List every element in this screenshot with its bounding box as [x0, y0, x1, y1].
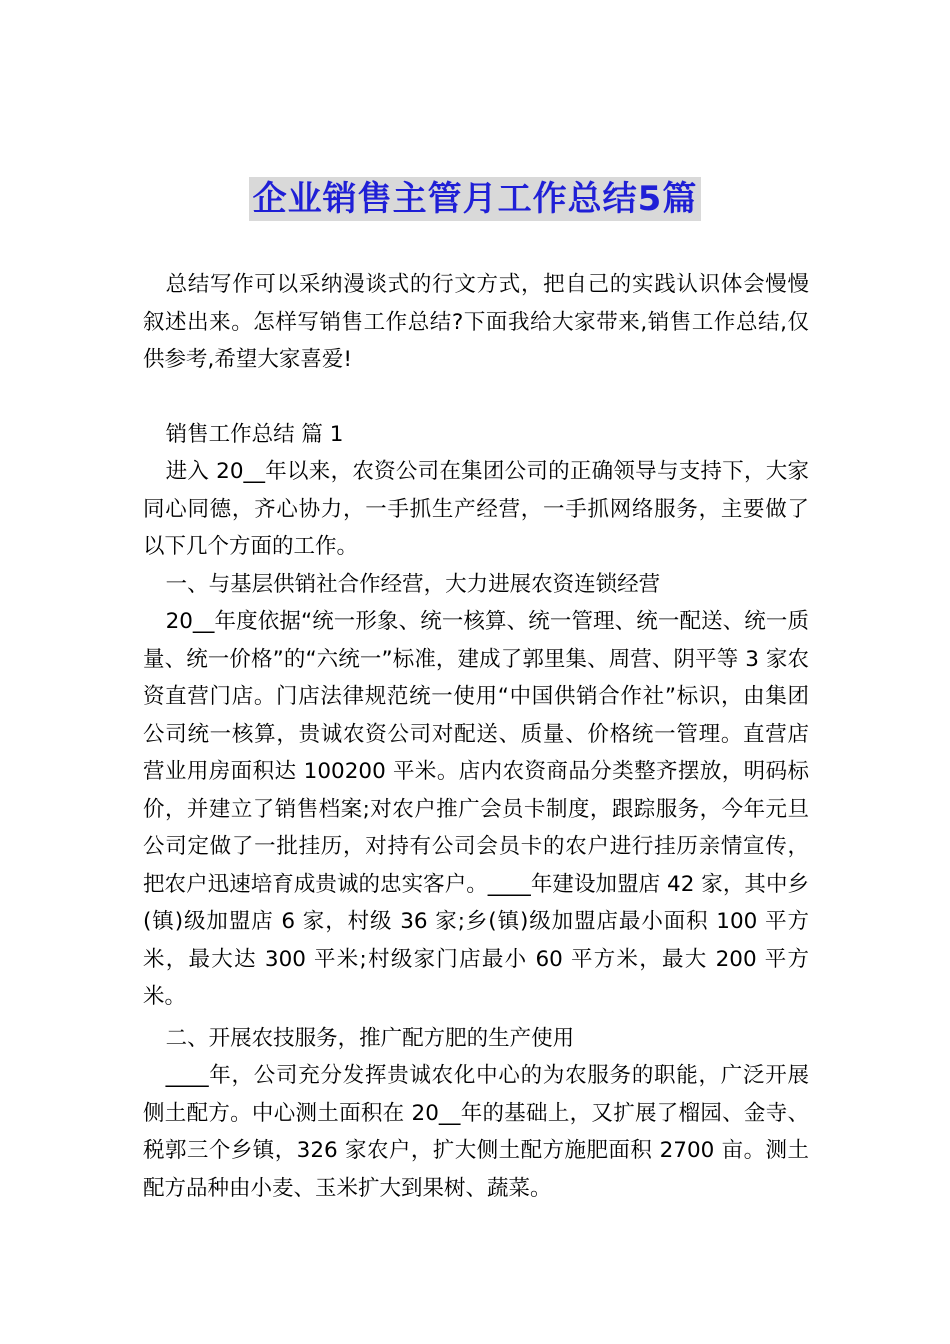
document-body — [143, 266, 809, 1207]
body-paragraph: 进入 20__年以来，农资公司在集团公司的正确领导与支持下，大家同心同德，齐心协力，一手抓生产经营，一手抓网络服务，主要做了以下几个方面的工作。 — [143, 459, 809, 559]
section-heading: 二、开展农技服务，推广配方肥的生产使用 — [165, 1025, 575, 1051]
body-paragraph: ____年，公司充分发挥贵诚农化中心的为农服务的职能，广泛开展侧土配方。中心测土面积在 20__年的基础上，又扩展了榴园、金寺、税郭三个乡镇，326 家农户，扩大侧土配方施肥面积 2700 亩。测土配方品种由小麦、玉米扩大到果树、蔬菜。 — [143, 1063, 809, 1201]
body-paragraph: 20__年度依据“统一形象、统一核算、统一管理、统一配送、统一质量、统一价格”的“六统一”标准，建成了郭里集、周营、阴平等 3 家农资直营门店。门店法律规范统一使用“中国供销合作社”标识，由集团公司统一核算，贵诚农资公司对配送、质量、价格统一管理。直营店营业用房面积达 100200 平米。店内农资商品分类整齐摆放，明码标价，并建立了销售档案;对农户推广会员卡制度，跟踪服务，今年元旦公司定做了一批挂历，对持有公司会员卡的农户进行挂历亲情宣传，把农户迅速培育成贵诚的忠实客户。____年建设加盟店 42 家，其中乡(镇)级加盟店 6 家，村级 36 家;乡(镇)级加盟店最小面积 100 平方米，最大达 300 平米;村级家门店最小 60 平方米，最大 200 平方米。 — [143, 609, 809, 1009]
document-title: 企业销售主管月工作总结5篇 — [249, 177, 702, 221]
section-heading: 一、与基层供销社合作经营，大力进展农资连锁经营 — [165, 571, 661, 597]
title-container — [0, 177, 950, 221]
intro-paragraph: 总结写作可以采纳漫谈式的行文方式，把自己的实践认识体会慢慢叙述出来。怎样写销售工作总结?下面我给大家带来,销售工作总结,仅供参考,希望大家喜爱! — [143, 272, 809, 372]
section-title: 销售工作总结 篇 1 — [165, 421, 344, 447]
